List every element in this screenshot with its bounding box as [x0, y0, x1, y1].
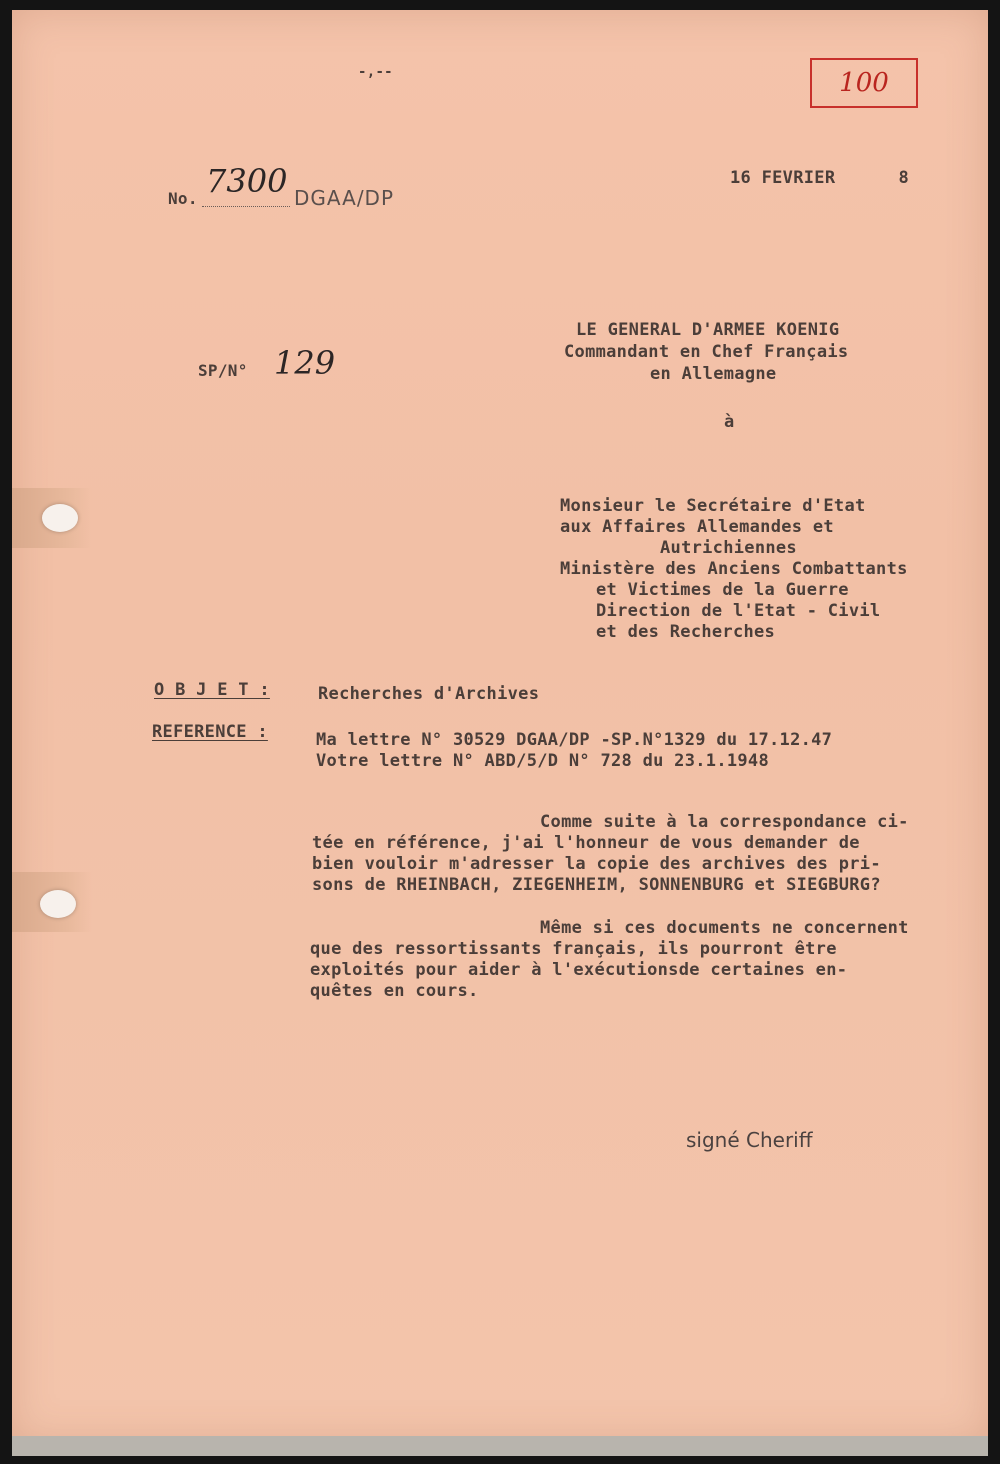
ref-prefix: No. — [168, 189, 198, 208]
letter-date: 16 FEVRIER 8 — [730, 168, 910, 188]
objet-text: Recherches d'Archives — [318, 684, 540, 704]
body-line: bien vouloir m'adresser la copie des archives des pri- — [312, 854, 881, 874]
ref-suffix: DGAA/DP — [294, 186, 395, 210]
document-page — [12, 10, 988, 1442]
body-line: Même si ces documents ne concernent — [540, 918, 909, 938]
body-line: tée en référence, j'ai l'honneur de vous demander de — [312, 833, 860, 853]
punch-hole — [42, 504, 78, 532]
objet-label: O B J E T : — [154, 680, 270, 700]
reference-line: Votre lettre N° ABD/5/D N° 728 du 23.1.1948 — [316, 751, 769, 771]
body-line: Comme suite à la correspondance ci- — [540, 812, 909, 832]
scan-edge — [12, 1436, 988, 1456]
reference-label: REFERENCE : — [152, 722, 268, 742]
recipient-line: et des Recherches — [596, 622, 776, 642]
recipient-line: et Victimes de la Guerre — [596, 580, 849, 600]
sp-prefix: SP/N° — [198, 361, 248, 380]
recipient-line: Autrichiennes — [660, 538, 797, 558]
sp-handwritten-number: 129 — [274, 344, 336, 382]
body-line: quêtes en cours. — [310, 981, 479, 1001]
recipient-line: Ministère des Anciens Combattants — [560, 559, 908, 579]
recipient-line: Monsieur le Secrétaire d'Etat — [560, 496, 866, 516]
punch-hole — [40, 890, 76, 918]
sender-line: en Allemagne — [650, 364, 777, 384]
sender-line: Commandant en Chef Français — [564, 342, 849, 362]
ref-handwritten-number: 7300 — [206, 162, 288, 200]
dotted-line — [202, 206, 290, 207]
body-line: que des ressortissants français, ils pourront être — [310, 939, 837, 959]
archive-number: 100 — [839, 68, 889, 98]
recipient-line: Direction de l'Etat - Civil — [596, 601, 881, 621]
recipient-line: aux Affaires Allemandes et — [560, 517, 834, 537]
top-mark: -,-- — [358, 64, 393, 80]
reference-line: Ma lettre N° 30529 DGAA/DP -SP.N°1329 du 17.12.47 — [316, 730, 833, 750]
body-line: sons de RHEINBACH, ZIEGENHEIM, SONNENBURG et SIEGBURG? — [312, 875, 881, 895]
sender-line: LE GENERAL D'ARMEE KOENIG — [576, 320, 840, 340]
signature-text: signé Cheriff — [686, 1128, 813, 1152]
to-marker: à — [724, 412, 735, 432]
archive-stamp — [810, 58, 918, 108]
body-line: exploités pour aider à l'exécutionsde certaines en- — [310, 960, 848, 980]
